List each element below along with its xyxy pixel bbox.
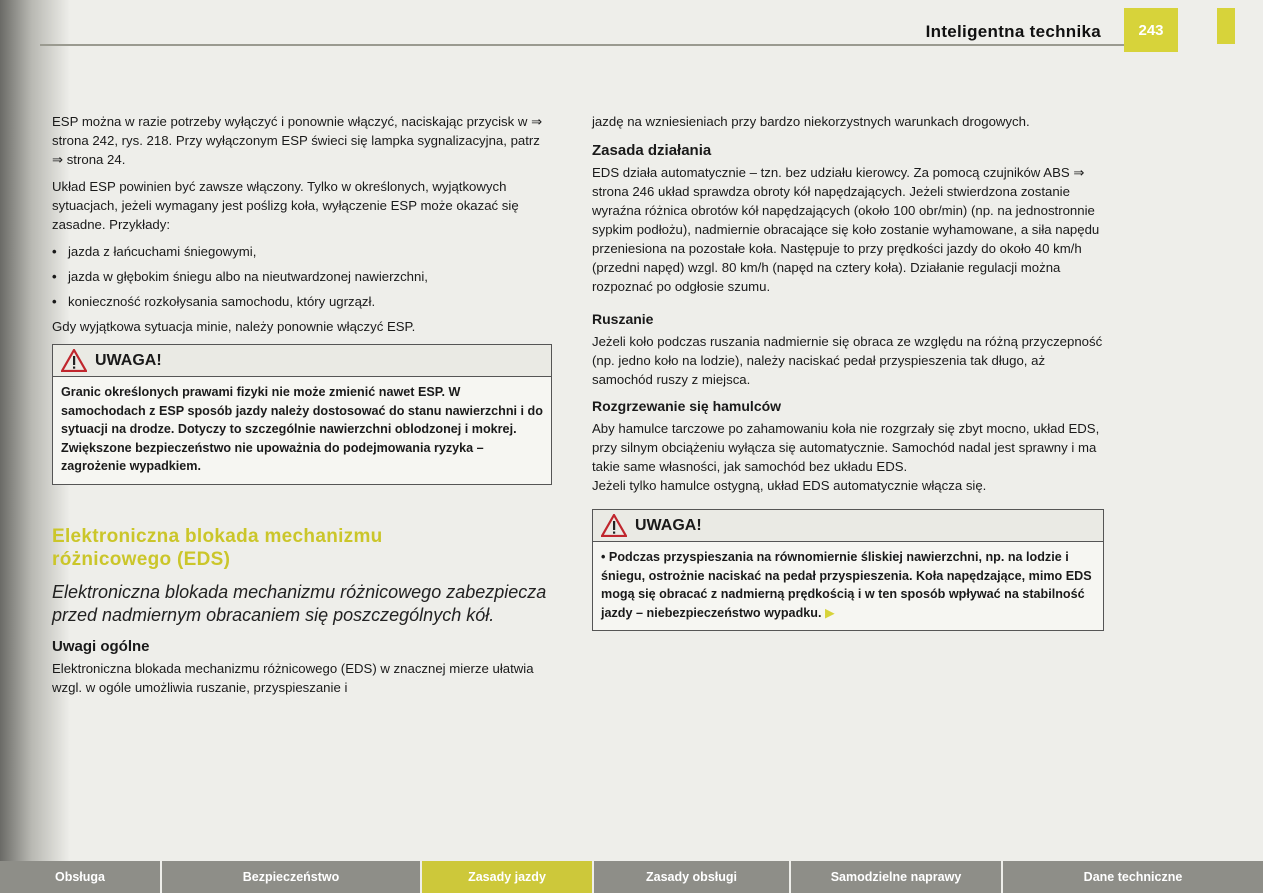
- warning-text: [593, 542, 1103, 630]
- tab-dane-techniczne[interactable]: Dane techniczne: [1003, 861, 1263, 893]
- zasada-text: EDS działa automatycznie – tzn. bez udziału kierowcy. Za pomocą czujników ABS ⇒ strona 246 układ sprawdza obroty kół napędzających. Jeżeli stwierdzona zostanie wyraźna różnica obrotów kół napędzających (około 100 obr/min) (np. na jednostronnie sypkim podłożu), nadmiernie obracające się koło zostanie wyhamowane, a siła napędu przeniesiona na pozostałe koła. Następuje to przy prędkości jazdy do około 40 km/h (przedni napęd) wzgl. 80 km/h (napęd na cztery koła). Działanie regulacji można rozpoznać po odgłosie szumu.: [592, 165, 1100, 294]
- bullet-icon: •: [52, 294, 57, 309]
- general-heading: Uwagi ogólne: [52, 637, 150, 655]
- rozgrzewanie-heading: Rozgrzewanie się hamulców: [592, 398, 782, 414]
- continue-arrow-icon: ▶: [824, 605, 835, 620]
- ruszanie-text: Jeżeli koło podczas ruszania nadmiernie się obraca ze względu na różną przyczepność (np. jedno koło na lodzie), należy naciskać pedał przyspieszenia tak długo, aż samochód ruszy z miejsca.: [592, 334, 1103, 387]
- warning-triangle-icon: [601, 514, 627, 537]
- general-text: Elektroniczna blokada mechanizmu różnicowego (EDS) w znacznej mierze ułatwia wzgl. w ogóle umożliwia ruszanie, przyspieszanie i: [52, 660, 534, 695]
- eds-intro: Elektroniczna blokada mechanizmu różnicowego zabezpiecza przed nadmiernym obracaniem się poszczególnych kół.: [52, 581, 547, 625]
- esp-paragraph-3: Gdy wyjątkowa sytuacja minie, należy ponownie włączyć ESP.: [52, 319, 416, 334]
- header-rule: [40, 44, 1133, 46]
- continued-paragraph: jazdę na wzniesieniach przy bardzo niekorzystnych warunkach drogowych.: [592, 114, 1030, 129]
- warning-header: [593, 510, 1103, 542]
- esp-paragraph-2: Układ ESP powinien być zawsze włączony. Tylko w określonych, wyjątkowych sytuacjach, jeżeli wymagany jest poślizg koła, wyłączenie ESP może okazać się zasadne. Przykłady:: [52, 179, 519, 232]
- zasada-heading: Zasada działania: [592, 142, 712, 159]
- list-item: [52, 292, 552, 311]
- warning-text: Granic określonych prawami fizyki nie może zmienić nawet ESP. W samochodach z ESP sposób jazdy należy dostosować do stanu nawierzchni i do sytuacji na drodze. Dotyczy to szczególnie nawierzchni oblodzonej i mokrej. Zwiększone bezpieczeństwo nie upoważnia do podejmowania ryzyka – zagrożenie wypadkiem.: [61, 385, 543, 473]
- chapter-edge-tab: [1217, 8, 1235, 44]
- warning-header: [53, 345, 551, 377]
- eds-section-title: [52, 525, 552, 571]
- tab-obsluga[interactable]: Obsługa: [0, 861, 162, 893]
- list-item-text: jazda z łańcuchami śniegowymi,: [68, 244, 257, 259]
- rozgrzewanie-text-2: Jeżeli tylko hamulce ostygną, układ EDS automatycznie włącza się.: [592, 478, 987, 493]
- page-number: 243: [1124, 8, 1178, 52]
- ruszanie-heading: Ruszanie: [592, 311, 654, 327]
- tab-samodzielne-naprawy[interactable]: Samodzielne naprawy: [791, 861, 1003, 893]
- left-column: [52, 112, 552, 697]
- warning-label: UWAGA!: [95, 352, 162, 369]
- warning-triangle-icon: [61, 349, 87, 372]
- bullet-icon: •: [52, 244, 57, 259]
- tab-zasady-obslugi[interactable]: Zasady obsługi: [594, 861, 791, 893]
- chapter-tab-bar: [0, 861, 1263, 893]
- bullet-icon: •: [52, 269, 57, 284]
- rozgrzewanie-text-1: Aby hamulce tarczowe po zahamowaniu koła nie rozgrzały się zbyt mocno, układ EDS, przy silnym obciążeniu wyłącza się automatycznie. Samochód nadal jest sprawny i ma takie same własności, jak samochód bez układu EDS.: [592, 421, 1100, 474]
- right-column: [592, 112, 1104, 631]
- list-item: [52, 267, 552, 286]
- tab-zasady-jazdy[interactable]: Zasady jazdy: [422, 861, 594, 893]
- warning-box-eds: [592, 509, 1104, 631]
- warning-text-content: Podczas przyspieszania na równomiernie śliskiej nawierzchni, np. na lodzie i śniegu, ostrożnie naciskać na pedał przyspieszenia. Koła napędzające, mimo EDS mogą się obracać z nadmierną prędkością i w ten sposób wpływać na stabilność jazdy – niebezpieczeństwo wypadku.: [601, 550, 1092, 620]
- warning-label: UWAGA!: [635, 517, 702, 534]
- esp-paragraph-1: ESP można w razie potrzeby wyłączyć i ponownie włączyć, naciskając przycisk w ⇒ strona 242, rys. 218. Przy wyłączonym ESP świeci się lampka sygnalizacyjna, patrz ⇒ strona 24.: [52, 114, 543, 167]
- section-title: Inteligentna technika: [925, 22, 1101, 41]
- warning-box-esp: [52, 344, 552, 485]
- list-item-text: konieczność rozkołysania samochodu, który ugrzązł.: [68, 294, 376, 309]
- tab-bezpieczenstwo[interactable]: Bezpieczeństwo: [162, 861, 422, 893]
- eds-title-line-1: Elektroniczna blokada mechanizmu: [52, 525, 383, 547]
- eds-title-line-2: różnicowego (EDS): [52, 548, 231, 570]
- list-item: [52, 242, 552, 261]
- list-item-text: jazda w głębokim śniegu albo na nieutwardzonej nawierzchni,: [68, 269, 428, 284]
- warning-bullet-icon: •: [601, 550, 609, 564]
